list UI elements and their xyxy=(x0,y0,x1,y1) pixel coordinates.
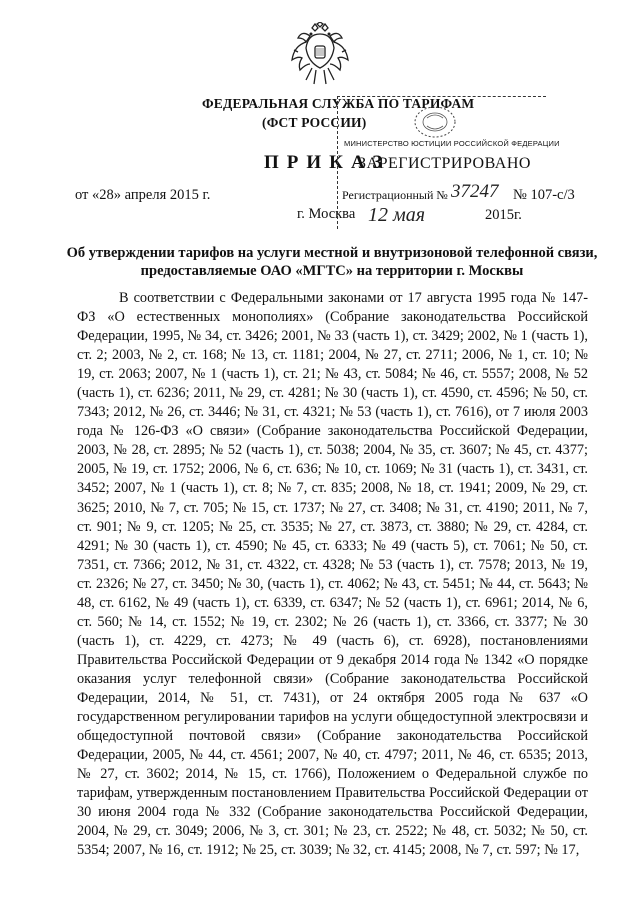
stamp-registration-year: 2015г. xyxy=(485,207,522,223)
org-name: ФЕДЕРАЛЬНАЯ СЛУЖБА ПО ТАРИФАМ xyxy=(202,96,475,111)
document-heading: Об утверждении тарифов на услуги местной и внутризоновой телефонной связи, предоставляемые ОАО «МГТС» на территории г. Москвы xyxy=(66,245,598,279)
order-number: № 107-с/3 xyxy=(513,187,575,203)
round-seal-icon xyxy=(412,104,458,140)
double-headed-eagle-emblem-icon xyxy=(290,22,350,88)
stamp-registration-number: 37247 xyxy=(451,181,499,202)
order-title: ПРИКАЗ xyxy=(264,152,391,173)
stamp-registered-label: ЗАРЕГИСТРИРОВАНО xyxy=(358,155,531,172)
stamp-registration-date: 12 мая xyxy=(368,204,426,226)
order-city: г. Москва xyxy=(297,206,356,222)
stamp-ministry-name: МИНИСТЕРСТВО ЮСТИЦИИ РОССИЙСКОЙ ФЕДЕРАЦИИ xyxy=(344,139,560,148)
stamp-registration-label: Регистрационный № xyxy=(342,188,448,202)
order-date: от «28» апреля 2015 г. xyxy=(75,187,211,203)
document-body-paragraph: В соответствии с Федеральными законами от 17 августа 1995 года № 147-ФЗ «О естественных монополиях» (Собрание законодательства Российской Федерации, 1995, № 34, ст. 3426; 2001, № 33 (часть 1), ст. 3429; 2002, № 1 (часть 1), ст. 2; 2003, № 2, ст. 168; № 13, ст. 1181; 2004, № 27, ст. 2711; 2006, № 1, ст. 10; № 19, ст. 2063; 2007, № 1 (часть 1), ст. 21; № 43, ст. 5084; № 46, ст. 5557; 2008, № 52 (часть 1), ст. 6236; 2011, № 29, ст. 4281; № 30 (часть 1), ст. 4590, ст. 4596; № 50, ст. 7343; 2012, № 26, ст. 3446; № 31, ст. 4321; № 53 (часть 1), ст. 7616), от 7 июля 2003 года № 126-ФЗ «О связи» (Собрание законодательства Российской Федерации, 2003, № 28, ст. 2895; № 52 (часть 1), ст. 5038; 2004, № 35, ст. 3607; № 45, ст. 4377; 2005, № 19, ст. 1752; 2006, № 6, ст. 636; № 10, ст. 1069; № 31 (часть 1), ст. 3431, ст. 3452; 2007, № 1 (часть 1), ст. 8; № 7, ст. 835; 2008, № 18, ст. 1941; 2009, № 29, ст. 3625; 2010, № 7, ст. 705; № 15, ст. 1737; № 27, ст. 3408; № 31, ст. 4190; 2011, № 7, ст. 901; № 9, ст. 1205; № 25, ст. 3535; № 27, ст. 3873, ст. 3880; № 29, ст. 4284, ст. 4291; № 30 (часть 1), ст. 4590; № 45, ст. 6333; № 49 (часть 5), ст. 7061; № 50, ст. 7351, ст. 7366; 2012, № 31, ст. 4322, ст. 4328; № 53 (часть 1), ст. 7578; 2013, № 19, ст. 2326; № 27, ст. 3450; № 30, (часть 1), ст. 4062; № 43, ст. 5451; № 44, ст. 5643; № 48, ст. 6162, № 49 (часть 1), ст. 6339, ст. 6347; № 52 (часть 1), ст. 6961; 2014, № 6, ст. 560; № 14, ст. 1552; № 19, ст. 2302; № 26 (часть 1), ст. 3366, ст. 3377; № 30 (часть 1), ст. 4229, ст. 4273; № 49 (часть 6), ст. 6928), постановлениями Правительства Российской Федерации от 9 декабря 2014 года № 1342 «О порядке оказания услуг телефонной связи» (Собрание законодательства Российской Федерации, 2014, № 51, ст. 7431), от 24 октября 2005 года № 637 «О государственном регулировании тарифов на услуги общедоступной электросвязи и общедоступной почтовой связи» (Собрание законодательства Российской Федерации, 2005, № 44, ст. 4561; 2007, № 40, ст. 4797; 2011, № 46, ст. 6535; 2013, № 27, ст. 3602; 2014, № 15, ст. 1766), Положением о Федеральной службе по тарифам, утвержденным постановлением Правительства Российской Федерации от 30 июня 2004 года № 332 (Собрание законодательства Российской Федерации, 2004, № 29, ст. 3049; 2006, № 3, ст. 301; № 23, ст. 2522; № 48, ст. 5032; № 50, ст. 5354; 2007, № 16, ст. 1912; № 25, ст. 3039; № 32, ст. 4145; 2008, № 7, ст. 597; № 17, xyxy=(77,290,588,859)
org-abbreviation: (ФСТ РОССИИ) xyxy=(262,115,367,130)
